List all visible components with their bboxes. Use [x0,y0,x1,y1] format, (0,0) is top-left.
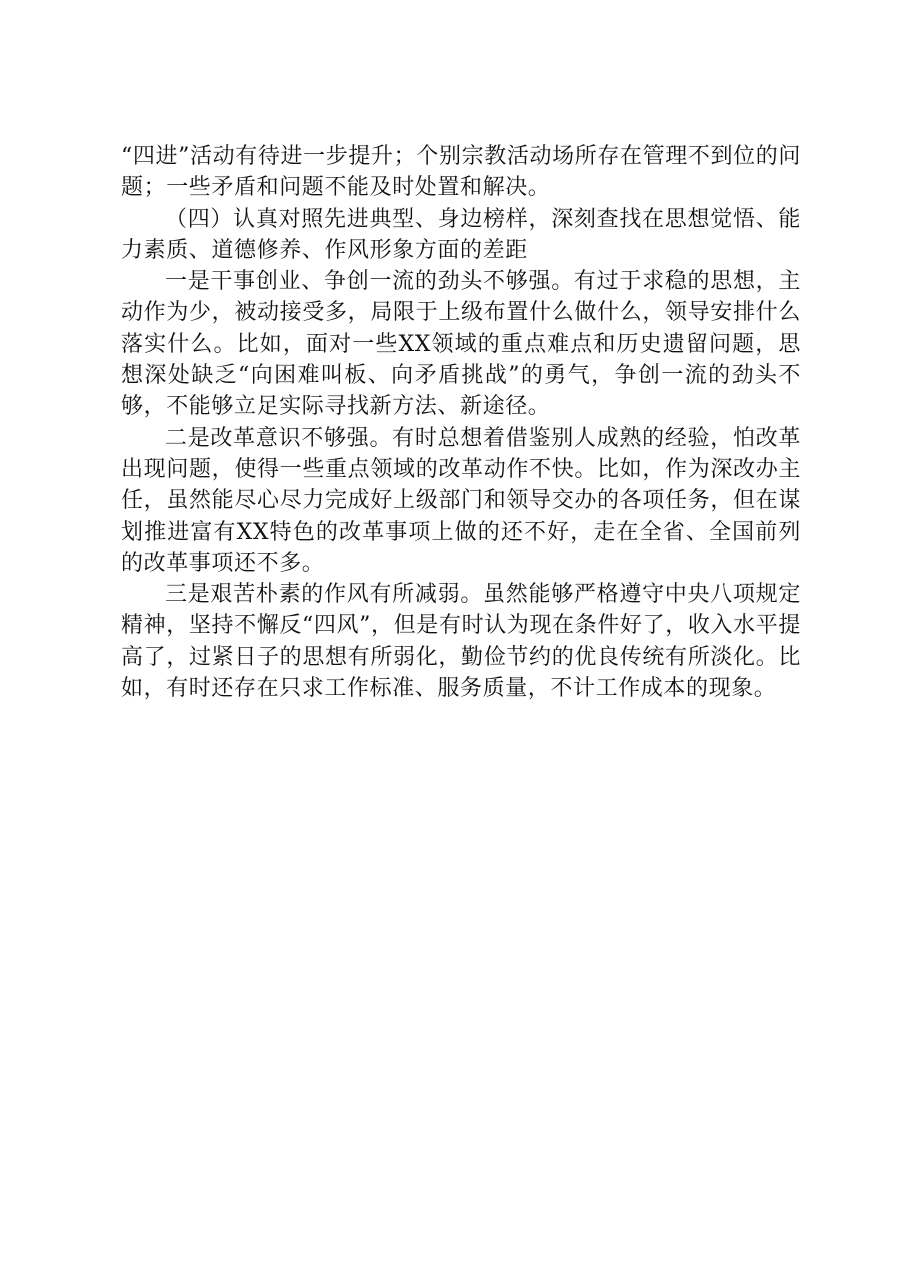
document-body [121,141,801,704]
paragraph-continuation: “四进”活动有待进一步提升；个别宗教活动场所存在管理不到位的问题；一些矛盾和问题不能及时处置和解决。 [121,144,801,201]
paragraph-point-three: 三是艰苦朴素的作风有所减弱。虽然能够严格遵守中央八项规定精神，坚持不懈反“四风”，但是有时认为现在条件好了，收入水平提高了，过紧日子的思想有所弱化，勤俭节约的优良传统有所淡化。比如，有时还存在只求工作标准、服务质量，不计工作成本的现象。 [121,582,801,702]
section-heading-four: （四）认真对照先进典型、身边榜样，深刻查找在思想觉悟、能力素质、道德修养、作风形象方面的差距 [121,206,801,263]
paragraph-point-two: 二是改革意识不够强。有时总想着借鉴别人成熟的经验，怕改革出现问题，使得一些重点领域的改革动作不快。比如，作为深改办主任，虽然能尽心尽力完成好上级部门和领导交办的各项任务，但在谋划推进富有XX特色的改革事项上做的还不好，走在全省、全国前列的改革事项还不多。 [121,425,801,576]
paragraph-point-one: 一是干事创业、争创一流的劲头不够强。有过于求稳的思想，主动作为少，被动接受多，局限于上级布置什么做什么，领导安排什么落实什么。比如，面对一些XX领域的重点难点和历史遗留问题，思想深处缺乏“向困难叫板、向矛盾挑战”的勇气，争创一流的劲头不够，不能够立足实际寻找新方法、新途径。 [121,269,801,420]
